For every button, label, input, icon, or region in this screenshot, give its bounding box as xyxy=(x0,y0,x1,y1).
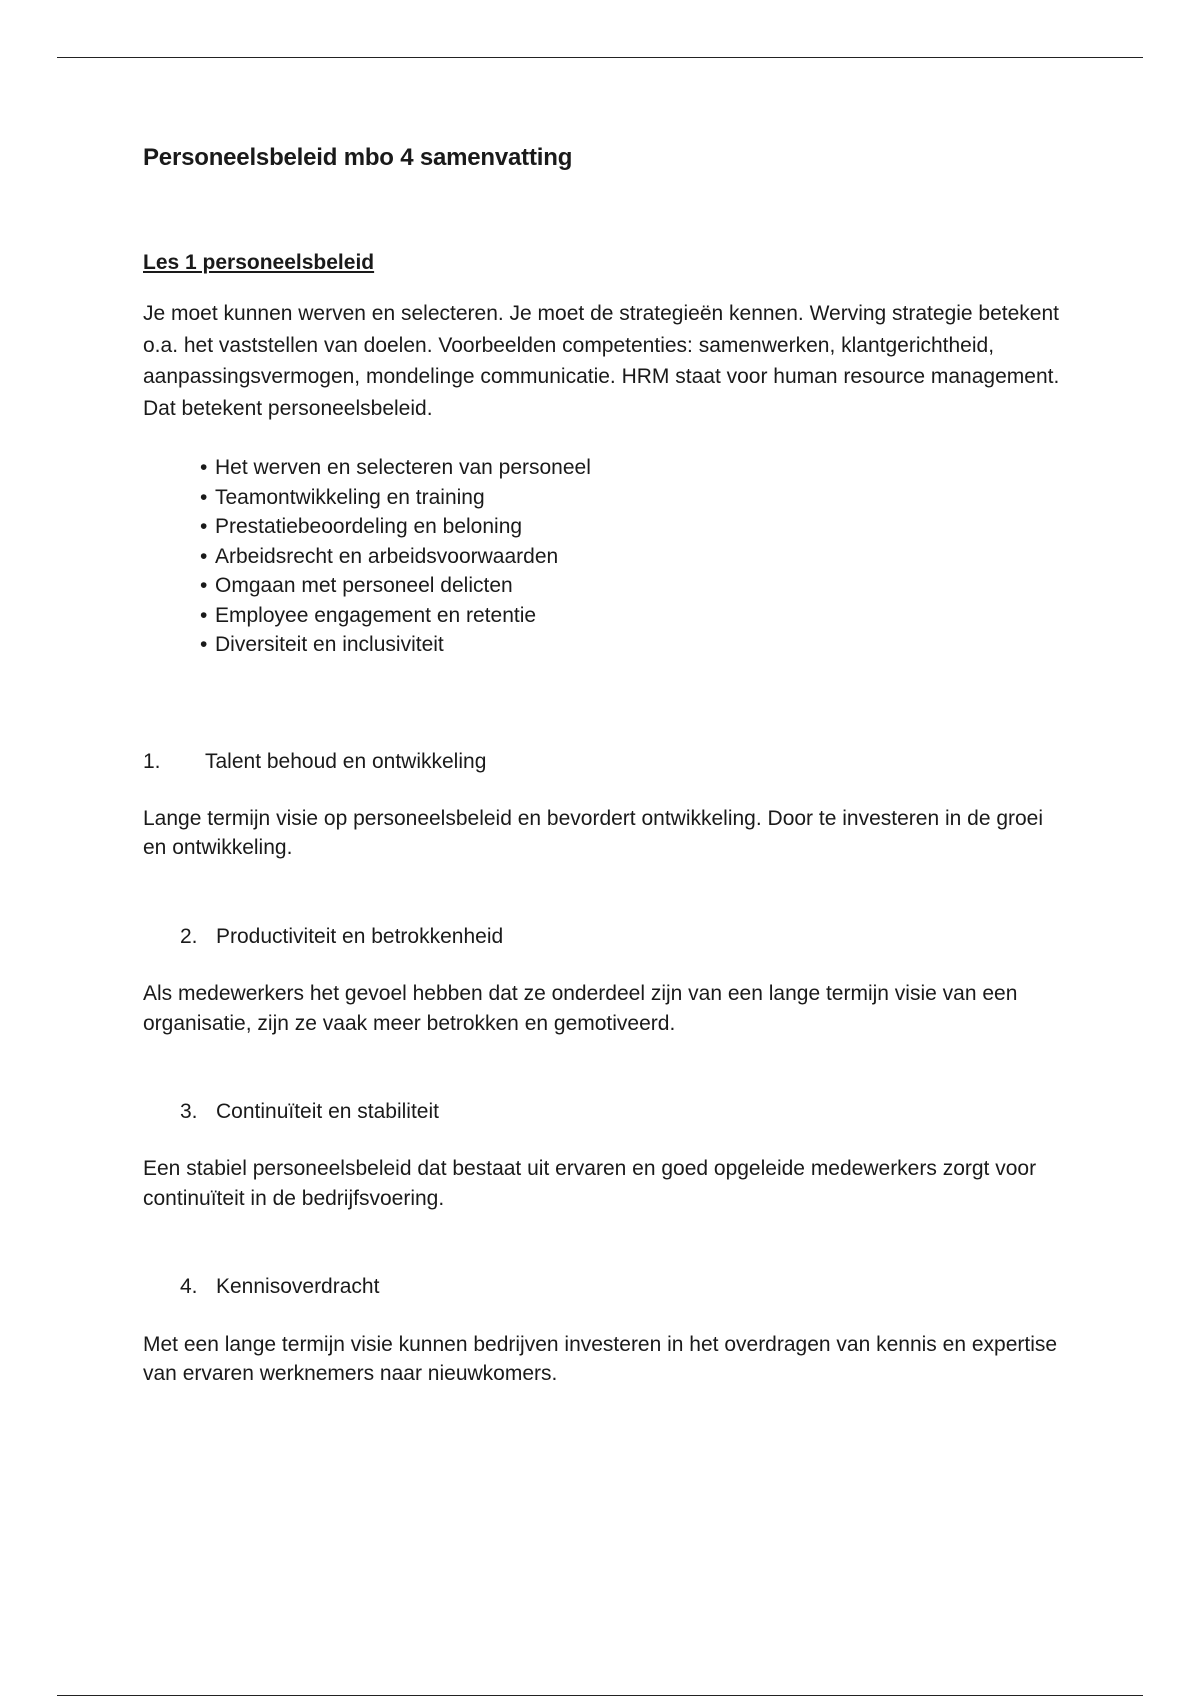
item-paragraph-2: Als medewerkers het gevoel hebben dat ze onderdeel zijn van een lange termijn visie van een organisatie, zijn ze vaak meer betrokken en gemotiveerd. xyxy=(143,982,1018,1035)
item-paragraph-4: Met een lange termijn visie kunnen bedrijven investeren in het overdragen van kennis en expertise van ervaren werknemers naar nieuwkomers. xyxy=(143,1333,1058,1385)
list-item: • Teamontwikkeling en training xyxy=(200,483,591,513)
document-title: Personeelsbeleid mbo 4 samenvatting xyxy=(143,144,573,171)
item-number: 2. xyxy=(180,925,198,948)
bullet-icon: • xyxy=(200,485,208,509)
item-label: Continuïteit en stabiliteit xyxy=(216,1100,439,1123)
footer-rule xyxy=(57,1695,1143,1696)
item-paragraph-1: Lange termijn visie op personeelsbeleid en bevordert ontwikkeling. Door te investeren in de groei en ontwikkeling. xyxy=(143,807,1044,859)
bullet-icon: • xyxy=(200,544,208,568)
bullet-icon: • xyxy=(200,456,208,479)
list-item: • Het werven en selecteren van personeel xyxy=(200,453,591,483)
item-label: Talent behoud en ontwikkeling xyxy=(205,750,487,773)
item-number: 1. xyxy=(143,750,161,773)
bullet-icon: • xyxy=(200,603,208,627)
bullet-icon: • xyxy=(200,574,208,597)
item-label: Productiviteit en betrokkenheid xyxy=(216,925,504,948)
item-number: 3. xyxy=(180,1100,198,1123)
item-paragraph-3: Een stabiel personeelsbeleid dat bestaat uit ervaren en goed opgeleide medewerkers zorgt voor continuïteit in de bedrijfsvoering. xyxy=(143,1157,1037,1210)
header-rule xyxy=(57,57,1143,58)
list-item: • Omgaan met personeel delicten xyxy=(200,571,591,601)
bullet-list xyxy=(200,453,591,660)
list-item: • Prestatiebeoordeling en beloning xyxy=(200,512,591,542)
list-item: • Employee engagement en retentie xyxy=(200,601,591,631)
list-item: • Arbeidsrecht en arbeidsvoorwaarden xyxy=(200,542,591,572)
item-label: Kennisoverdracht xyxy=(216,1275,380,1298)
section-heading: Les 1 personeelsbeleid xyxy=(143,251,375,274)
bullet-icon: • xyxy=(200,633,208,656)
intro-paragraph: Je moet kunnen werven en selecteren. Je moet de strategieën kennen. Werving strategie betekent o.a. het vaststellen van doelen. Voorbeelden competenties: samenwerken, klantgerichtheid, aanpassingsvermogen, mondelinge communicatie. HRM staat voor human resource management. Dat betekent personeelsbeleid. xyxy=(143,302,1060,420)
list-item: • Diversiteit en inclusiviteit xyxy=(200,630,591,660)
item-number: 4. xyxy=(180,1275,198,1298)
bullet-icon: • xyxy=(200,515,208,538)
